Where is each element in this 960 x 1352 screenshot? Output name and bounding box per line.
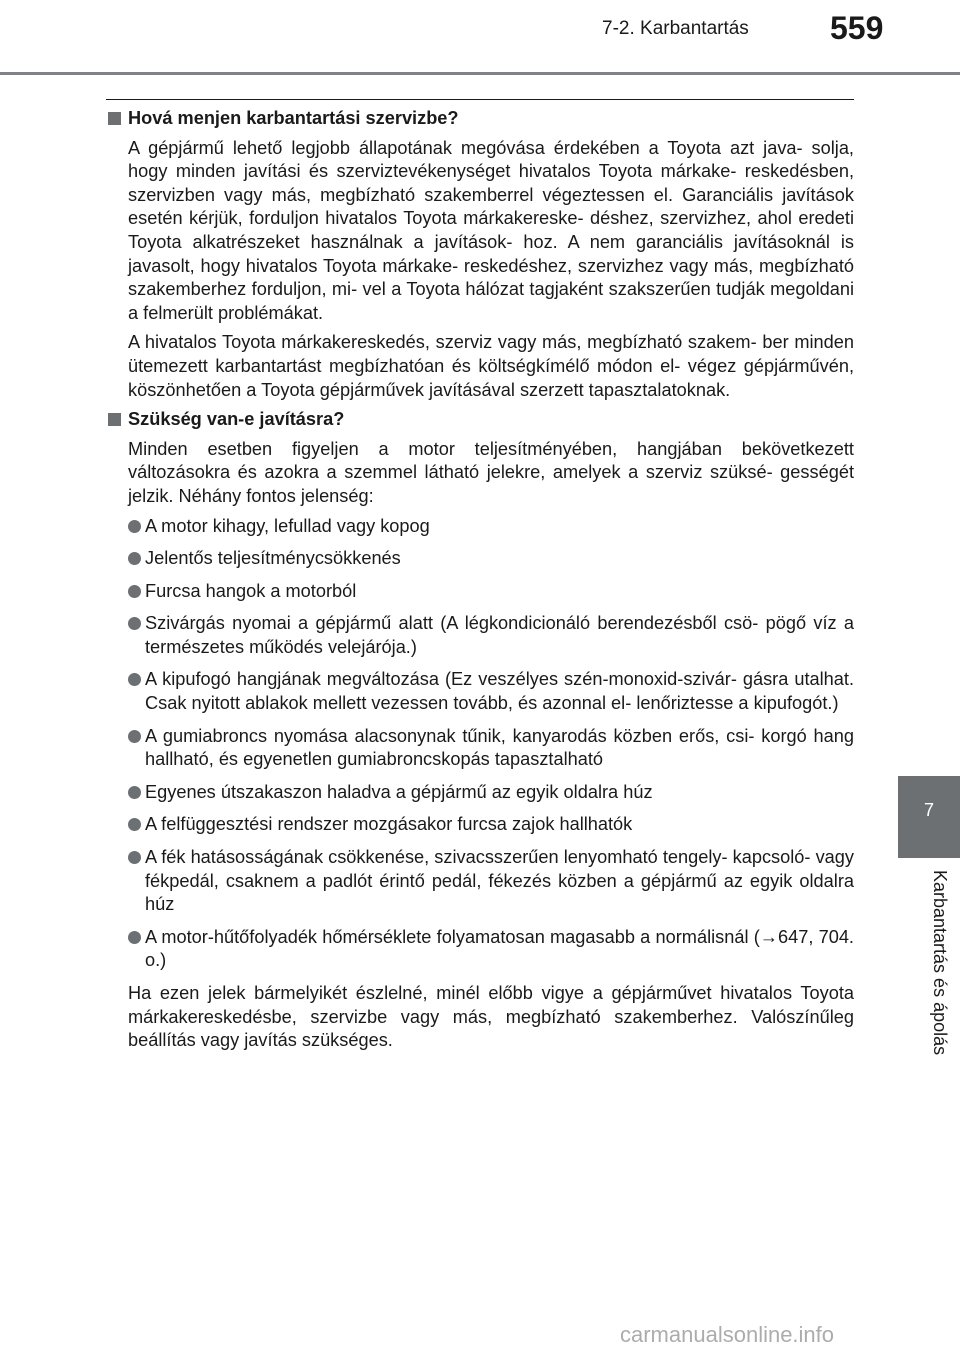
square-bullet-icon <box>108 112 121 125</box>
heading-text: Szükség van-e javításra? <box>128 409 345 430</box>
round-bullet-icon <box>128 730 141 743</box>
paragraph: A gépjármű lehető legjobb állapotának megóvása érdekében a Toyota azt java- solja, hogy minden javítási és szerviztevékenységet hivatalos Toyota márkake- reskedésben, szervizben vagy más, megbízható szakemberrel végeztessen el. Garanciális javítások esetén kérjük, forduljon hivatalos Toyota márkakereske- déshez, szervizhez, ahol eredeti Toyota alkatrészeket használnak a javítások- hoz. A nem garanciális javításoknál is javasolt, hogy hivatalos Toyota márkake- reskedéshez, szervizhez vagy más, megbízható szakemberhez forduljon, mi- vel a Toyota hálózat tagjaként szakszerűen tudják megoldani a felmerült problémákat. <box>128 137 854 323</box>
section-heading <box>108 107 854 131</box>
section-heading <box>108 408 854 432</box>
paragraph: Minden esetben figyeljen a motor teljesítményében, hangjában bekövetkezett változásokra és azokra a szemmel látható jelekre, amelyek a szerviz szüksé- gességét jelzik. Néhány fontos jelenség: <box>128 438 854 506</box>
list-item-text: Egyenes útszakaszon haladva a gépjármű az egyik oldalra húz <box>145 781 653 802</box>
chapter-tab <box>898 776 960 858</box>
list-item <box>128 813 854 837</box>
chapter-number: 7 <box>923 800 934 820</box>
main-content <box>108 107 854 1053</box>
watermark: carmanualsonline.info <box>620 1322 835 1347</box>
round-bullet-icon <box>128 931 141 944</box>
list-item <box>128 846 854 917</box>
page-header <box>0 0 960 75</box>
list-item <box>128 781 854 805</box>
list-item-text: Szivárgás nyomai a gépjármű alatt (A légkondicionáló berendezésből csö- pögő víz a természetes működés velejárója.) <box>145 613 854 657</box>
list-item-text: A motor kihagy, lefullad vagy kopog <box>145 515 430 536</box>
round-bullet-icon <box>128 673 141 686</box>
list-item-text: Furcsa hangok a motorból <box>145 580 357 601</box>
round-bullet-icon <box>128 617 141 630</box>
top-rule <box>106 99 854 100</box>
square-bullet-icon <box>108 413 121 426</box>
list-item-text: A kipufogó hangjának megváltozása (Ez veszélyes szén-monoxid-szivár- gásra utalhat. Csak nyitott ablakok mellett vezessen tovább, és azonnal el- lenőriztesse a kipufogót.) <box>145 669 854 714</box>
list-item-text: A fék hatásosságának csökkenése, szivacsszerűen lenyomható tengely- kapcsoló- vagy fékpedál, csaknem a padlót érintő pedál, fékezés közben a gépjármű az egyik oldalra húz <box>145 847 854 915</box>
section-title: 7-2. Karbantartás <box>602 18 749 39</box>
round-bullet-icon <box>128 818 141 831</box>
list-item <box>128 515 854 539</box>
list-item <box>128 668 854 715</box>
list-item-text: Jelentős teljesítménycsökkenés <box>145 548 401 569</box>
page-number: 559 <box>830 10 884 46</box>
list-item <box>128 547 854 571</box>
chapter-label: Karbantartás és ápolás <box>930 870 950 1056</box>
list-item-text: A motor-hűtőfolyadék hőmérséklete folyamatosan magasabb a normálisnál (→647, 704. o.) <box>145 926 854 971</box>
list-item-text: A felfüggesztési rendszer mozgásakor furcsa zajok hallhatók <box>145 814 633 835</box>
list-item <box>128 926 854 973</box>
round-bullet-icon <box>128 585 141 598</box>
chapter-label-box <box>898 862 960 1082</box>
closing-paragraph: Ha ezen jelek bármelyikét észlelné, minél előbb vigye a gépjárművet hivatalos Toyota márkakereskedésbe, szervizbe vagy más, megbízható szakemberhez. Valószínűleg beállítás vagy javítás szükséges. <box>128 983 854 1051</box>
list-item <box>128 580 854 604</box>
list-item <box>128 725 854 772</box>
list-item-text: A gumiabroncs nyomása alacsonynak tűnik, kanyarodás közben erős, csi- korgó hang hallható, és egyenetlen gumiabroncskopás tapasztalható <box>145 725 854 770</box>
heading-text: Hová menjen karbantartási szervizbe? <box>128 108 459 128</box>
list-item <box>128 612 854 659</box>
paragraph: A hivatalos Toyota márkakereskedés, szerviz vagy más, megbízható szakem- ber minden ütemezett karbantartást megbízhatóan és költségkímélő módon el- végez gépjárművén, köszönhetően a Toyota gépjárművek javításával szerzett tapasztalatoknak. <box>128 332 854 400</box>
round-bullet-icon <box>128 851 141 864</box>
round-bullet-icon <box>128 520 141 533</box>
round-bullet-icon <box>128 786 141 799</box>
round-bullet-icon <box>128 552 141 565</box>
